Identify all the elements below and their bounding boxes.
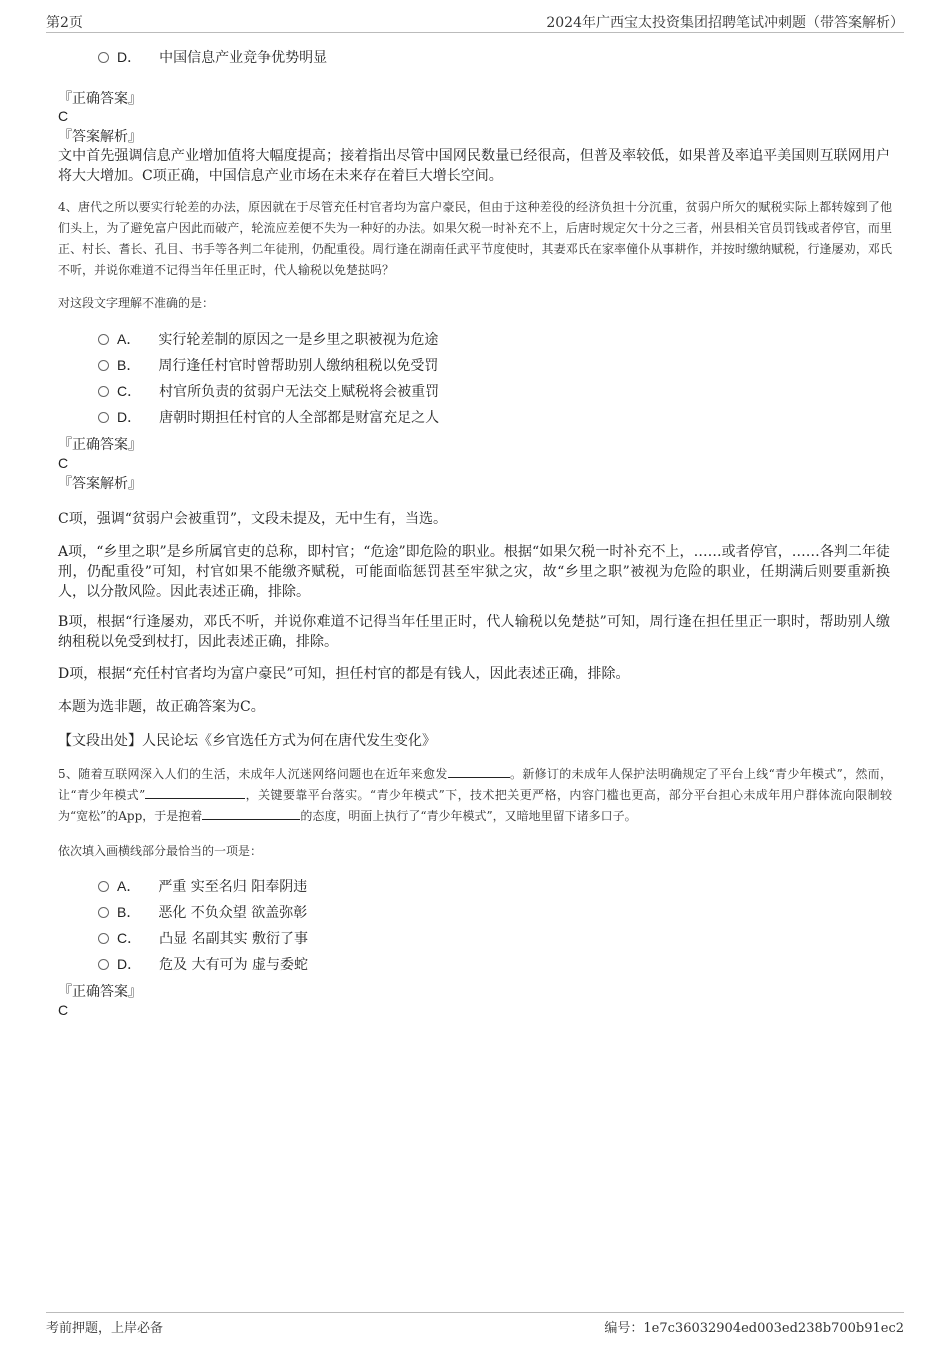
q5-stem: 依次填入画横线部分最恰当的一项是： [58, 844, 263, 858]
radio-icon[interactable] [98, 360, 109, 371]
radio-icon[interactable] [98, 386, 109, 397]
q5-answer-label: 『正确答案』 [58, 984, 142, 1000]
q4-answer: C [58, 455, 69, 471]
q5-option-b[interactable]: B． 恶化 不负众望 欲盖弥彰 [98, 902, 307, 922]
q4-analysis-d: D项，根据“充任村官者均为富户豪民”可知，担任村官的都是有钱人，因此表述正确，排除。 [58, 666, 630, 682]
q5-option-c[interactable]: C． 凸显 名副其实 敷衍了事 [98, 928, 308, 948]
q4-stem: 对这段文字理解不准确的是： [58, 296, 215, 310]
q4-analysis-c: C项，强调“贫弱户会被重罚”，文段未提及，无中生有，当选。 [58, 511, 448, 527]
blank-2 [145, 786, 245, 799]
q4-source: 【文段出处】人民论坛《乡官选任方式为何在唐代发生变化》 [58, 733, 436, 749]
page-footer [46, 1312, 904, 1339]
q4-analysis-a: A项，“乡里之职”是乡所属官吏的总称，即村官；“危途”即危险的职业。根据“如果欠税一时补充不上，……或者停官，……各判二年徒刑，仍配重役”可知，村官如果不能缴齐赋税，可能面临惩罚甚至牢狱之灾，故“乡里之职”被视为危险的职业，任期满后则要重新换人，以分散风险。因此表述正确，排除。 [58, 544, 890, 600]
q4-option-a[interactable]: A． 实行轮差制的原因之一是乡里之职被视为危途 [98, 329, 438, 349]
q3-analysis: 文中首先强调信息产业增加值将大幅度提高；接着指出尽管中国网民数量已经很高，但普及率较低，如果普及率追平美国则互联网用户将大大增加。C项正确，中国信息产业市场在未来存在着巨大增长空间。 [58, 148, 890, 184]
radio-icon[interactable] [98, 933, 109, 944]
radio-icon[interactable] [98, 412, 109, 423]
blank-3 [202, 807, 300, 820]
page-header [46, 10, 904, 33]
q4-analysis-label: 『答案解析』 [58, 476, 142, 492]
footer-slogan: 考前押题，上岸必备 [46, 1321, 164, 1336]
blank-1 [448, 765, 510, 778]
radio-icon[interactable] [98, 334, 109, 345]
q4-option-c[interactable]: C． 村官所负责的贫弱户无法交上赋税将会被重罚 [98, 381, 439, 401]
document-id: 编号：1e7c36032904ed003ed238b700b91ec2 [604, 1321, 904, 1336]
q3-analysis-label: 『答案解析』 [58, 129, 142, 145]
q5-answer: C [58, 1002, 69, 1018]
q4-analysis-b: B项，根据“行逢屡劝，邓氏不听，并说你难道不记得当年任里正时，代人输税以免楚挞”可知，周行逢在担任里正一职时，帮助别人缴纳租税以免受到杖打，因此表述正确，排除。 [58, 614, 890, 650]
q3-answer: C [58, 108, 69, 124]
q4-question-text: 4、唐代之所以要实行轮差的办法，原因就在于尽管充任村官者均为富户豪民，但由于这种差役的经济负担十分沉重，贫弱户所欠的赋税实际上都转嫁到了他们头上，为了避免富户因此而破产，轮流应差便不失为一种好的办法。如果欠税一时补充不上，后唐时规定欠十分之三者，州县相关官员罚钱或者停官，而里正、村长、耆长、孔目、书手等各判二年徒刑，仍配重役。周行逢在湖南任武平节度使时，其妻邓氏在家率僮仆从事耕作，并按时缴纳赋税，行逢屡劝，邓氏不听，并说你难道不记得当年任里正时，代人输税以免楚挞吗？ [58, 200, 892, 277]
document-title: 2024年广西宝太投资集团招聘笔试冲刺题（带答案解析） [546, 15, 904, 31]
q5-option-a[interactable]: A． 严重 实至名归 阳奉阴违 [98, 876, 307, 896]
q4-conclusion: 本题为选非题，故正确答案为C。 [58, 699, 265, 715]
page-number: 第2页 [46, 15, 83, 31]
q4-option-d[interactable]: D． 唐朝时期担任村官的人全部都是财富充足之人 [98, 407, 439, 427]
q4-option-b[interactable]: B． 周行逢任村官时曾帮助别人缴纳租税以免受罚 [98, 355, 438, 375]
radio-icon[interactable] [98, 907, 109, 918]
radio-icon[interactable] [98, 52, 109, 63]
radio-icon[interactable] [98, 959, 109, 970]
radio-icon[interactable] [98, 881, 109, 892]
q5-option-d[interactable]: D． 危及 大有可为 虚与委蛇 [98, 954, 308, 974]
q3-answer-label: 『正确答案』 [58, 91, 142, 107]
q5-question-text: 5、随着互联网深入人们的生活，未成年人沉迷网络问题也在近年来愈发 。新修订的未成年人保护法明确规定了平台上线“青少年模式”，然而，让“青少年模式” ，关键要靠平台落实。“青少年模式”下，技术把关更严格，内容门槛也更高，部分平台担心未成年用户群体流向限制较为“宽松”的App，于是抱着 的态度，明面上执行了“青少年模式”，又暗地里留下诸多口子。 [58, 767, 892, 823]
q3-option-d[interactable]: D． 中国信息产业竞争优势明显 [98, 47, 327, 67]
q4-answer-label: 『正确答案』 [58, 437, 142, 453]
